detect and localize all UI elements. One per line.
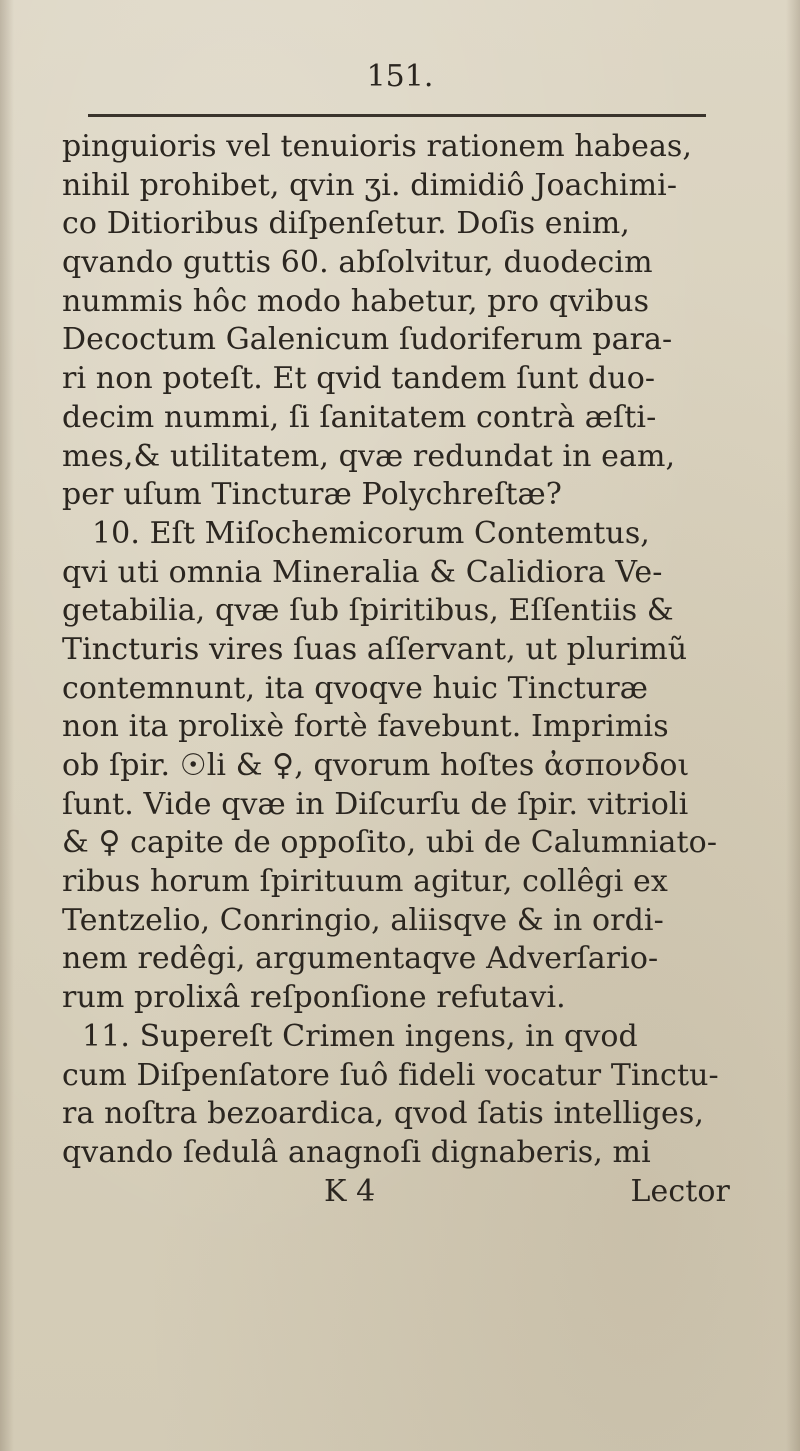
text-line: pinguioris vel tenuioris rationem habeas, bbox=[62, 129, 693, 164]
text-line: qvando ſedulâ anagnoſi dignaberis, mi bbox=[62, 1134, 651, 1170]
text-line: Decoctum Galenicum ſudoriferum para- bbox=[62, 322, 673, 358]
text-line: qvi uti omnia Mineralia & Calidiora Ve- bbox=[62, 554, 663, 590]
page-number: 151. bbox=[366, 59, 434, 94]
text-line: ribus horum ſpirituum agitur, collêgi ex bbox=[62, 864, 668, 900]
text-line: nem redêgi, argumentaqve Adverſario- bbox=[62, 941, 659, 977]
header-rule bbox=[88, 114, 706, 117]
text-line: ri non poteſt. Et qvid tandem ſunt duo- bbox=[62, 361, 656, 397]
text-line: co Ditioribus diſpenſetur. Doſis enim, bbox=[62, 206, 630, 242]
text-line: Tentzelio, Conringio, aliisqve & in ordi- bbox=[62, 902, 664, 938]
text-line: 11. Supereſt Crimen ingens, in qvod bbox=[82, 1018, 638, 1054]
text-line: nihil prohibet, qvin ʒi. dimidiô Joachimi- bbox=[62, 167, 678, 203]
body-text bbox=[62, 128, 738, 1211]
text-line: contemnunt, ita qvoqve huic Tincturæ bbox=[62, 670, 649, 706]
catchword: Lector bbox=[630, 1173, 730, 1209]
text-line: cum Diſpenſatore ſuô fideli vocatur Tinctu- bbox=[62, 1057, 719, 1093]
text-line: decim nummi, ſi ſanitatem contrà æſti- bbox=[62, 399, 657, 435]
text-line: mes,& utilitatem, qvæ redundat in eam, bbox=[62, 438, 676, 474]
text-line: nummis hôc modo habetur, pro qvibus bbox=[62, 283, 650, 319]
text-line: ſunt. Vide qvæ in Diſcurſu de ſpir. vitrioli bbox=[62, 786, 689, 822]
page-edge-shadow-left bbox=[0, 0, 14, 1451]
text-line: 10. Eſt Miſochemicorum Contemtus, bbox=[92, 515, 650, 551]
footer-line bbox=[62, 1173, 738, 1212]
text-line: qvando guttis 60. abſolvitur, duodecim bbox=[62, 245, 653, 281]
text-line: & ♀ capite de oppoſito, ubi de Calumniato- bbox=[62, 825, 718, 861]
text-line: per uſum Tincturæ Polychreſtæ? bbox=[62, 477, 562, 513]
text-line: Tincturis vires ſuas aſſervant, ut plurimũ bbox=[62, 631, 688, 667]
text-line: getabilia, qvæ ſub ſpiritibus, Eſſentiis & bbox=[62, 593, 674, 629]
text-line: rum prolixâ reſponſione refutavi. bbox=[62, 980, 566, 1016]
page-edge-shadow-right bbox=[786, 0, 800, 1451]
text-line: ra noſtra bezoardica, qvod ſatis intelliges, bbox=[62, 1096, 705, 1132]
text-line: ob ſpir. ☉li & ♀, qvorum hoſtes ἀσπονδοι bbox=[62, 748, 690, 783]
text-line: non ita prolixè fortè favebunt. Imprimis bbox=[62, 709, 669, 745]
signature-mark: K 4 bbox=[324, 1173, 376, 1209]
